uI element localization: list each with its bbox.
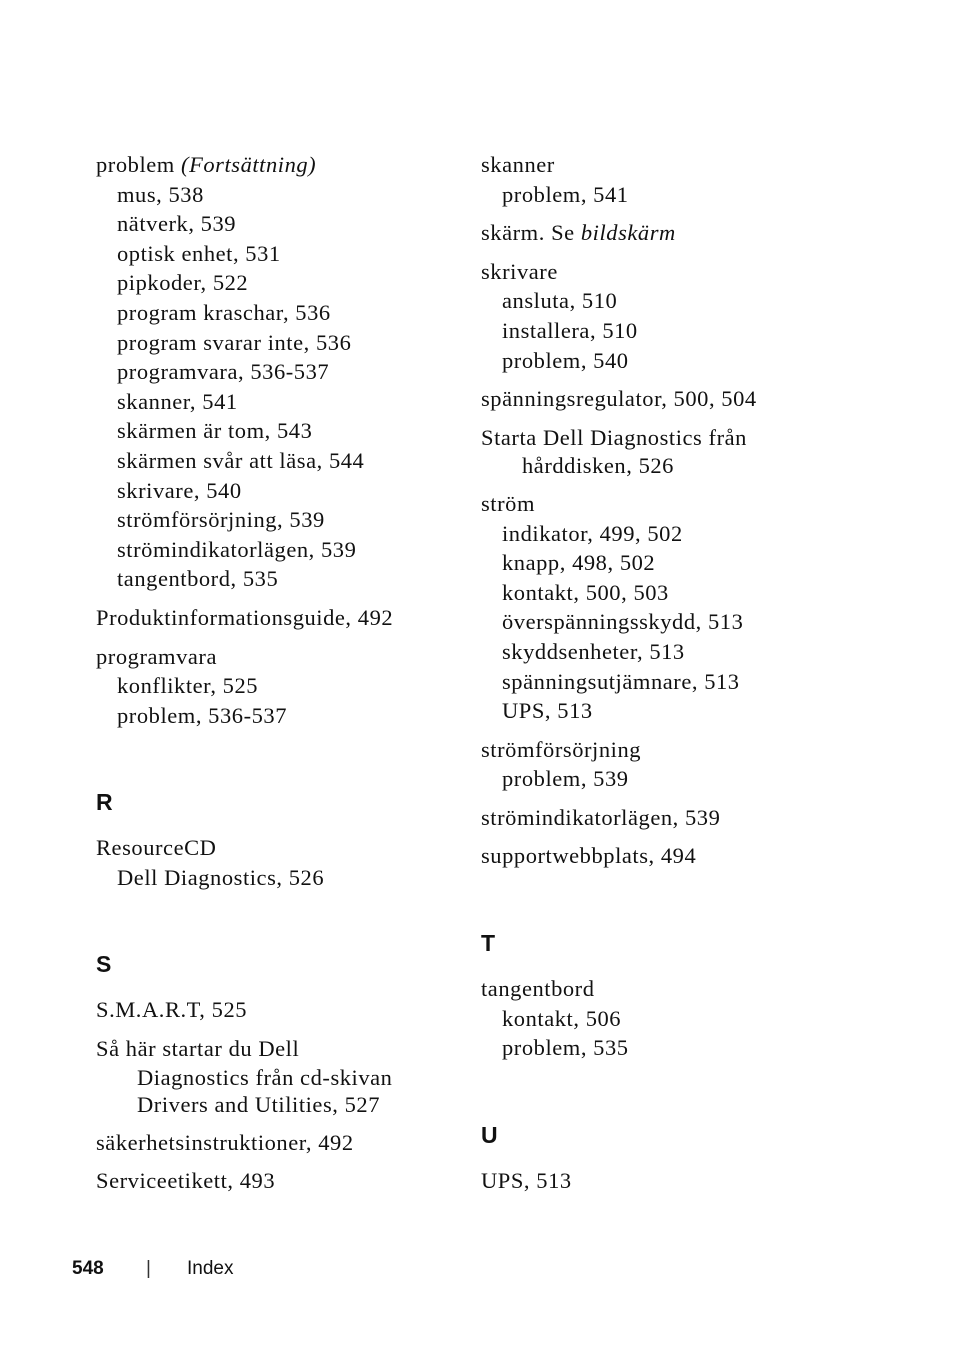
index-subentry: nätverk, 539 bbox=[117, 211, 237, 237]
index-term-text: strömindikatorlägen, 539 bbox=[481, 804, 721, 830]
index-entry bbox=[481, 384, 861, 414]
index-term bbox=[481, 841, 861, 871]
index-entry bbox=[481, 257, 861, 375]
index-term bbox=[96, 150, 476, 180]
index-subentry: skyddsenheter, 513 bbox=[502, 638, 685, 664]
index-term-text: ResourceCD bbox=[96, 835, 217, 861]
index-column-right bbox=[481, 150, 861, 1204]
index-term bbox=[96, 1034, 476, 1064]
index-subentry: UPS, 513 bbox=[502, 698, 593, 724]
index-subentry: skanner, 541 bbox=[117, 388, 238, 414]
index-term-note: (Fortsättning) bbox=[181, 152, 317, 177]
index-subentry: problem, 536-537 bbox=[117, 702, 288, 728]
index-term bbox=[96, 995, 476, 1025]
index-entry bbox=[96, 833, 476, 892]
index-subentry: program svarar inte, 536 bbox=[117, 329, 352, 355]
index-term-text: tangentbord bbox=[481, 976, 595, 1002]
index-term bbox=[481, 1166, 861, 1196]
index-entry bbox=[481, 150, 861, 209]
index-term bbox=[96, 603, 476, 633]
index-term bbox=[481, 735, 861, 765]
index-term-text: strömförsörjning bbox=[481, 736, 642, 762]
index-term-text: skrivare bbox=[481, 258, 558, 284]
index-term-text: programvara bbox=[96, 643, 217, 669]
index-term-text: S.M.A.R.T, 525 bbox=[96, 997, 248, 1023]
footer-separator: | bbox=[146, 1258, 151, 1279]
index-subentry: optisk enhet, 531 bbox=[117, 240, 281, 266]
index-subentry: spänningsutjämnare, 513 bbox=[502, 668, 740, 694]
index-term bbox=[481, 423, 861, 453]
index-entry bbox=[481, 1166, 861, 1196]
index-subentry: indikator, 499, 502 bbox=[502, 520, 683, 546]
index-subentry: problem, 539 bbox=[502, 766, 629, 792]
index-subentry: installera, 510 bbox=[502, 317, 638, 343]
section-letter: U bbox=[481, 1121, 498, 1148]
index-term-text: problem bbox=[96, 152, 175, 177]
index-entry bbox=[96, 603, 476, 633]
index-term-text: Serviceetikett, 493 bbox=[96, 1168, 276, 1194]
index-term-continuation: hårddisken, 526 bbox=[522, 453, 674, 479]
section-letter: T bbox=[481, 930, 496, 957]
index-subentry: pipkoder, 522 bbox=[117, 270, 249, 296]
index-term bbox=[96, 642, 476, 672]
section-letter: R bbox=[96, 789, 113, 816]
index-subentry: Dell Diagnostics, 526 bbox=[117, 864, 325, 890]
index-term bbox=[481, 150, 861, 180]
index-subentry: kontakt, 500, 503 bbox=[502, 579, 669, 605]
index-subentry: konflikter, 525 bbox=[117, 673, 259, 699]
index-subentry: skärmen svår att läsa, 544 bbox=[117, 447, 365, 473]
index-entry bbox=[481, 803, 861, 833]
index-term bbox=[96, 1128, 476, 1158]
index-entry bbox=[481, 735, 861, 794]
index-subentry: programvara, 536-537 bbox=[117, 359, 330, 385]
index-term bbox=[481, 489, 861, 519]
index-entry bbox=[96, 642, 476, 731]
index-subentry: problem, 535 bbox=[502, 1035, 629, 1061]
index-subentry: ansluta, 510 bbox=[502, 288, 618, 314]
index-term-text: Så här startar du Dell bbox=[96, 1036, 300, 1062]
index-term-text: skärm. Se bbox=[481, 220, 575, 246]
index-term bbox=[481, 974, 861, 1004]
index-entry bbox=[96, 1034, 476, 1119]
index-term bbox=[481, 218, 861, 248]
index-term-text: supportwebbplats, 494 bbox=[481, 843, 697, 869]
index-subentry: tangentbord, 535 bbox=[117, 566, 279, 592]
index-entry bbox=[96, 1128, 476, 1158]
index-entry bbox=[96, 150, 476, 594]
index-column-left bbox=[96, 150, 476, 1205]
index-subentry: strömförsörjning, 539 bbox=[117, 507, 325, 533]
index-term bbox=[96, 1166, 476, 1196]
index-term-text: UPS, 513 bbox=[481, 1167, 572, 1193]
index-entry bbox=[481, 218, 861, 248]
index-subentry: problem, 541 bbox=[502, 181, 629, 207]
section-title: Index bbox=[187, 1258, 234, 1279]
index-term-continuation: Drivers and Utilities, 527 bbox=[137, 1092, 381, 1118]
index-term-text: säkerhetsinstruktioner, 492 bbox=[96, 1129, 354, 1155]
index-subentry: mus, 538 bbox=[117, 181, 204, 207]
index-subentry: strömindikatorlägen, 539 bbox=[117, 536, 357, 562]
index-entry bbox=[96, 995, 476, 1025]
section-letter: S bbox=[96, 951, 112, 978]
index-entry bbox=[481, 841, 861, 871]
page-number: 548 bbox=[72, 1258, 104, 1279]
index-subentry: skrivare, 540 bbox=[117, 477, 242, 503]
index-term-text: Produktinformationsguide, 492 bbox=[96, 604, 394, 630]
index-term-text: spänningsregulator, 500, 504 bbox=[481, 386, 757, 412]
index-term bbox=[481, 803, 861, 833]
index-subentry: problem, 540 bbox=[502, 347, 629, 373]
index-term-continuation: Diagnostics från cd-skivan bbox=[137, 1064, 393, 1090]
index-term-text: Starta Dell Diagnostics från bbox=[481, 424, 747, 450]
index-entry bbox=[96, 1166, 476, 1196]
index-subentry: kontakt, 506 bbox=[502, 1005, 622, 1031]
index-term bbox=[481, 257, 861, 287]
index-subentry: skärmen är tom, 543 bbox=[117, 418, 313, 444]
index-term-text: skanner bbox=[481, 152, 555, 177]
index-term-text: ström bbox=[481, 490, 536, 516]
index-entry bbox=[481, 974, 861, 1063]
index-subentry: överspänningsskydd, 513 bbox=[502, 609, 744, 635]
index-term bbox=[96, 833, 476, 863]
index-term bbox=[481, 384, 861, 414]
index-entry bbox=[481, 489, 861, 726]
index-entry bbox=[481, 423, 861, 480]
index-term-note: bildskärm bbox=[580, 220, 676, 246]
index-subentry: program kraschar, 536 bbox=[117, 299, 331, 325]
index-subentry: knapp, 498, 502 bbox=[502, 550, 656, 576]
